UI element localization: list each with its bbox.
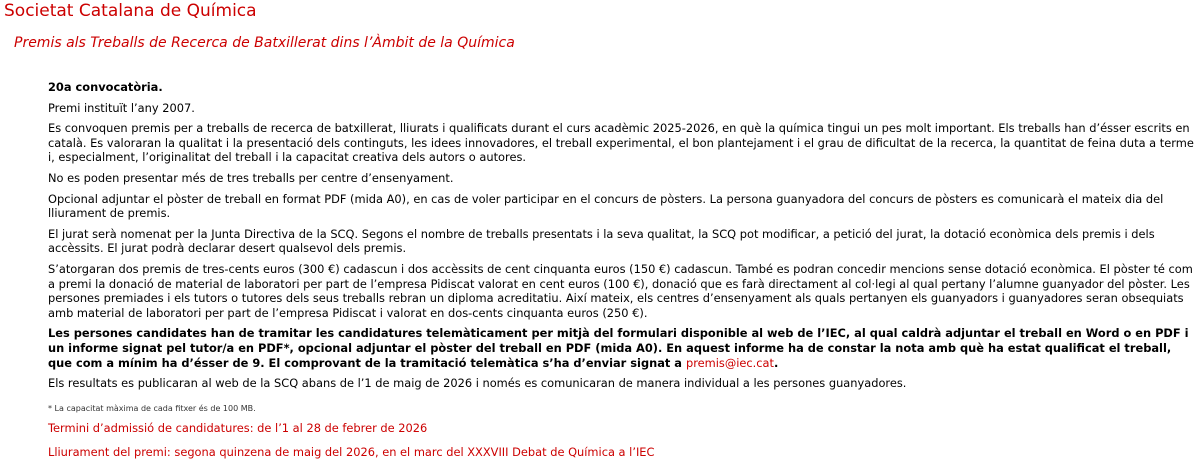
poster-paragraph: Opcional adjuntar el pòster de treball en format PDF (mida A0), en cas de voler participar en el concurs de pòsters. La persona guanyadora del concurs de pòsters es comunicarà el mateix dia del lliurament de premis. [48, 191, 1164, 221]
deadline-text: Termini d’admissió de candidatures: de l’1 al 28 de febrer de 2026 [48, 421, 428, 435]
prize-title: Premis als Treballs de Recerca de Batxillerat dins l’Àmbit de la Química [14, 35, 515, 51]
jury-paragraph: El jurat serà nomenat per la Junta Directiva de la SCQ. Segons el nombre de treballs presentats i la seva qualitat, la SCQ pot modificar, a petició del jurat, la dotació econòmica dels premis i dels accèssits. El jurat podrà declarar desert qualsevol dels premis. [48, 226, 1155, 256]
limit-paragraph: No es poden presentar més de tres treballs per centre d’ensenyament. [48, 170, 454, 185]
call-content [48, 80, 1194, 397]
email-link[interactable]: premis@iec.cat [685, 355, 774, 370]
edition-label: 20a convocatòria. [48, 80, 163, 94]
award-date-text: Lliurament del premi: segona quinzena de maig del 2026, en el marc del XXXVIII Debat de Química a l’IEC [48, 445, 655, 459]
organization-title: Societat Catalana de Química [4, 1, 257, 21]
submission-text: Les persones candidates han de tramitar les candidatures telemàticament per mitjà del formulari disponible al web de l’IEC, al qual caldrà adjuntar el treball en Word o en PDF i un informe signat pel tutor/a en PDF*, opcional adjuntar el pòster del treball en PDF (mida A0). En aquest informe ha de constar la nota amb què ha estat qualificat el treball, que com a mínim ha d’ésser de 9. El comprovant de la tramitació telemàtica s’ha d’enviar signat a [48, 326, 1189, 370]
results-paragraph: Els resultats es publicaran al web de la SCQ abans de l’1 de maig de 2026 i només es comunicaran de manera individual a les persones guanyadores. [48, 376, 907, 391]
submission-paragraph [48, 326, 1194, 370]
awards-paragraph: S’atorgaran dos premis de tres-cents euros (300 €) cadascun i dos accèssits de cent cinquanta euros (150 €) cadascun. També es podran concedir mencions sense dotació econòmica. El pòster té com a premi la donació de material de laboratori per part de l’empresa Pidiscat valorat en cent euros (100 €), donació que es farà directament al col·legi al qual pertany l’alumne guanyador del pòster. Les persones premiades i els tutors o tutores dels seus treballs rebran un diploma acreditatiu. Així mateix, els centres d’ensenyament als quals pertanyen els guanyadors i guanyadores seran obsequiats amb material de laboratori per part de l’empresa Pidiscat i valorat en dos-cents cinquanta euros (250 €). [48, 261, 1193, 320]
intro-paragraph: Es convoquen premis per a treballs de recerca de batxillerat, lliurats i qualificats durant el curs acadèmic 2025-2026, en què la química tingui un pes molt important. Els treballs han d’ésser escrits en català. Es valoraran la qualitat i la presentació dels continguts, les idees innovadores, el treball experimental, el bon plantejament i el grau de dificultat de la recerca, la quantitat de feina duta a terme i, especialment, l’originalitat del treball i la capacitat creativa dels autors o autores. [48, 121, 1194, 165]
submission-end: . [774, 355, 779, 370]
file-size-footnote: * La capacitat màxima de cada fitxer és de 100 MB. [48, 404, 256, 413]
instituted-text: Premi instituït l’any 2007. [48, 100, 195, 115]
